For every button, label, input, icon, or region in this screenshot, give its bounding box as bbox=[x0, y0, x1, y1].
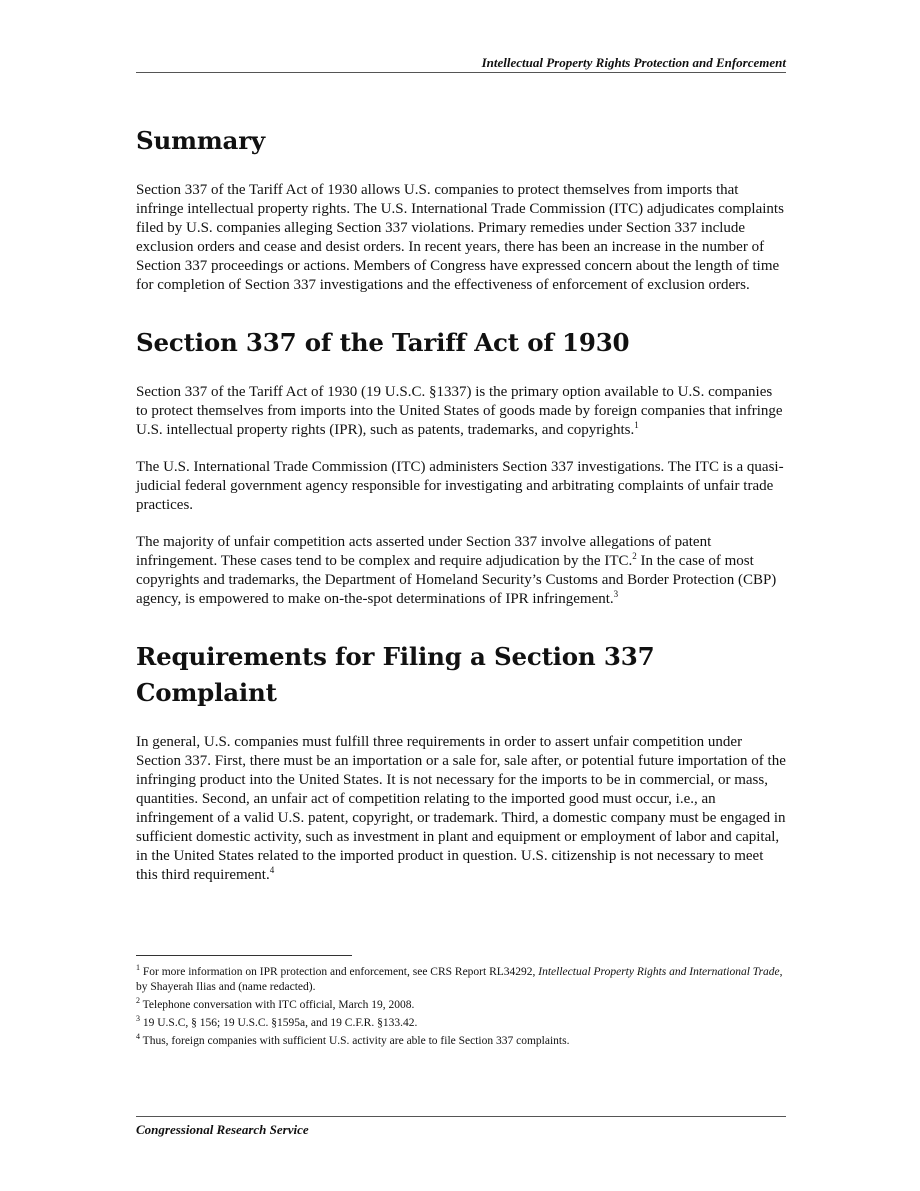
footnote-number: 2 bbox=[136, 996, 140, 1006]
footnote-text: 19 U.S.C, § 156; 19 U.S.C. §1595a, and 19 C.F.R. §133.42. bbox=[142, 1017, 418, 1029]
section337-p3-text-b: In the case of most copyrights and trademarks, the Department of Homeland Security’s Customs and Border Protection (CBP) agency, is empowered to make on-the-spot determinations of IPR infringement. bbox=[136, 553, 777, 607]
footnote-ref-3[interactable]: 3 bbox=[613, 589, 619, 599]
section337-paragraph-2: The U.S. International Trade Commission (ITC) administers Section 337 investigations. The ITC is a quasi-judicial federal government agency responsible for investigating and arbitrating complaints of unfair trade practices. bbox=[136, 459, 784, 513]
heading-section-337: Section 337 of the Tariff Act of 1930 bbox=[136, 328, 630, 357]
section337-paragraph-1 bbox=[136, 383, 786, 440]
footnote-4 bbox=[136, 1034, 786, 1049]
footnote-number: 3 bbox=[136, 1014, 140, 1024]
footnote-ref-1[interactable]: 1 bbox=[634, 420, 639, 430]
footnote-text: Thus, foreign companies with sufficient U.S. activity are able to file Section 337 complaints. bbox=[142, 1035, 570, 1047]
requirements-paragraph bbox=[136, 733, 786, 885]
section337-p1-text: Section 337 of the Tariff Act of 1930 (19 U.S.C. §1337) is the primary option available to U.S. companies to protect themselves from imports into the United States of goods made by foreign companies that infringe U.S. intellectual property rights (IPR), such as patents, trademarks, and copyrights. bbox=[136, 384, 783, 438]
footnotes bbox=[136, 965, 786, 1052]
heading-summary: Summary bbox=[136, 126, 265, 155]
footnote-report-title: Intellectual Property Rights and International Trade bbox=[538, 966, 780, 978]
footnote-1 bbox=[136, 965, 786, 995]
footnote-ref-2[interactable]: 2 bbox=[632, 551, 637, 561]
section337-paragraph-3 bbox=[136, 533, 786, 609]
footnote-text: For more information on IPR protection and enforcement, see CRS Report RL34292, bbox=[142, 966, 539, 978]
running-header: Intellectual Property Rights Protection and Enforcement bbox=[136, 54, 786, 73]
section337-p3-text-a: The majority of unfair competition acts asserted under Section 337 involve allegations of patent infringement. These cases tend to be complex and require adjudication by the ITC. bbox=[136, 534, 712, 569]
requirements-text: In general, U.S. companies must fulfill three requirements in order to assert unfair competition under Section 337. First, there must be an importation or a sale for, sale after, or potential future importation of the infringing product into the United States. It is not necessary for the imports to be in commercial, or mass, quantities. Second, an unfair act of competition relating to the imported good must occur, i.e., an infringement of a valid U.S. patent, copyright, or trademark. Third, a domestic company must be engaged in sufficient domestic activity, such as investment in plant and equipment or employment of labor and capital, in the United States related to the imported product in question. U.S. citizenship is not necessary to meet this third requirement. bbox=[136, 734, 786, 883]
footnote-number: 4 bbox=[136, 1032, 140, 1042]
footnote-text: , by Shayerah Ilias and (name redacted). bbox=[136, 966, 783, 993]
footnote-number: 1 bbox=[136, 963, 140, 973]
document-body bbox=[136, 123, 786, 885]
footnote-2 bbox=[136, 998, 786, 1013]
footnote-3 bbox=[136, 1016, 786, 1031]
page-footer: Congressional Research Service bbox=[136, 1116, 786, 1139]
heading-requirements: Requirements for Filing a Section 337 Complaint bbox=[136, 642, 655, 707]
summary-paragraph: Section 337 of the Tariff Act of 1930 allows U.S. companies to protect themselves from imports that infringe intellectual property rights. The U.S. International Trade Commission (ITC) adjudicates complaints filed by U.S. companies alleging Section 337 violations. Primary remedies under Section 337 include exclusion orders and cease and desist orders. In recent years, there has been an increase in the number of Section 337 proceedings or actions. Members of Congress have expressed concern about the length of time for completion of Section 337 investigations and the effectiveness of enforcement of exclusion orders. bbox=[136, 182, 784, 293]
footnote-ref-4[interactable]: 4 bbox=[269, 865, 275, 875]
footnote-divider bbox=[136, 955, 352, 956]
footnote-text: Telephone conversation with ITC official, March 19, 2008. bbox=[142, 999, 415, 1011]
